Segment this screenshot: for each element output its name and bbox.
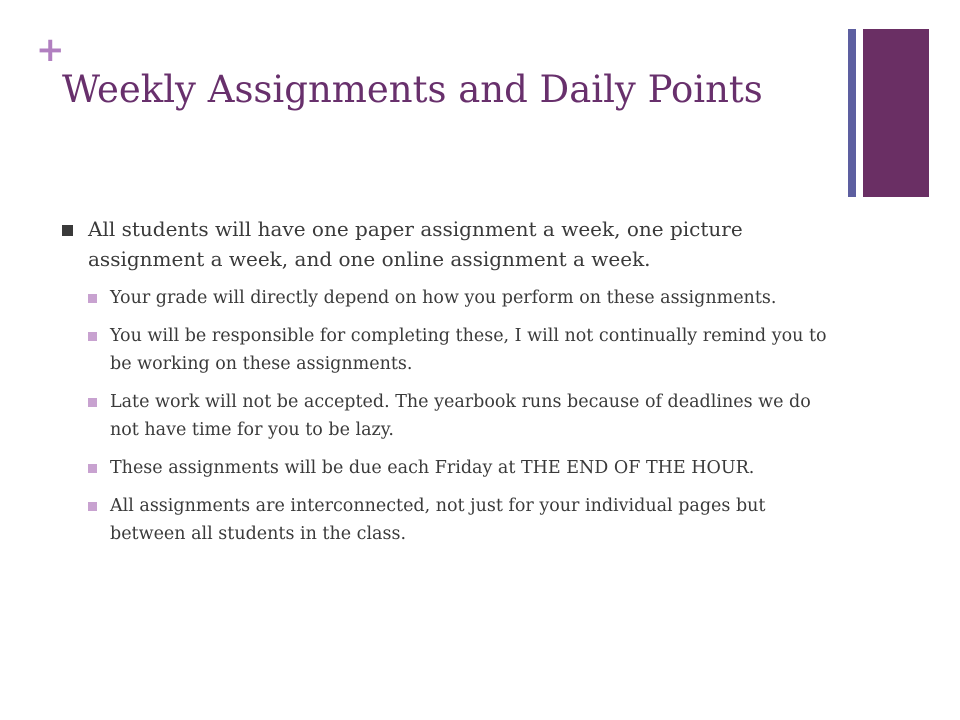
sub-bullet	[62, 322, 842, 378]
square-bullet-icon	[88, 294, 97, 303]
square-bullet-icon	[88, 332, 97, 341]
sub-bullet-text: All assignments are interconnected, not just for your individual pages but between all students in the class.	[110, 496, 766, 544]
sub-bullet-text: Late work will not be accepted. The yearbook runs because of deadlines we do not have time for you to be lazy.	[110, 392, 811, 440]
accent-bar-thick	[863, 29, 929, 197]
sub-bullet	[62, 284, 842, 312]
main-bullet-text: All students will have one paper assignment a week, one picture assignment a week, and one online assignment a week.	[88, 217, 743, 271]
slide-title: Weekly Assignments and Daily Points	[62, 68, 763, 111]
accent-bar-thin	[848, 29, 856, 197]
main-bullet	[62, 214, 842, 274]
sub-bullet	[62, 492, 842, 548]
sub-bullet-list	[62, 284, 842, 548]
square-bullet-icon	[62, 225, 73, 236]
sub-bullet	[62, 454, 842, 482]
square-bullet-icon	[88, 464, 97, 473]
plus-icon: +	[36, 30, 65, 70]
slide-content	[62, 214, 842, 558]
sub-bullet-text: You will be responsible for completing these, I will not continually remind you to be working on these assignments.	[110, 326, 827, 374]
square-bullet-icon	[88, 502, 97, 511]
square-bullet-icon	[88, 398, 97, 407]
sub-bullet-text: Your grade will directly depend on how you perform on these assignments.	[110, 288, 777, 308]
sub-bullet-text: These assignments will be due each Friday at THE END OF THE HOUR.	[110, 458, 755, 478]
sub-bullet	[62, 388, 842, 444]
